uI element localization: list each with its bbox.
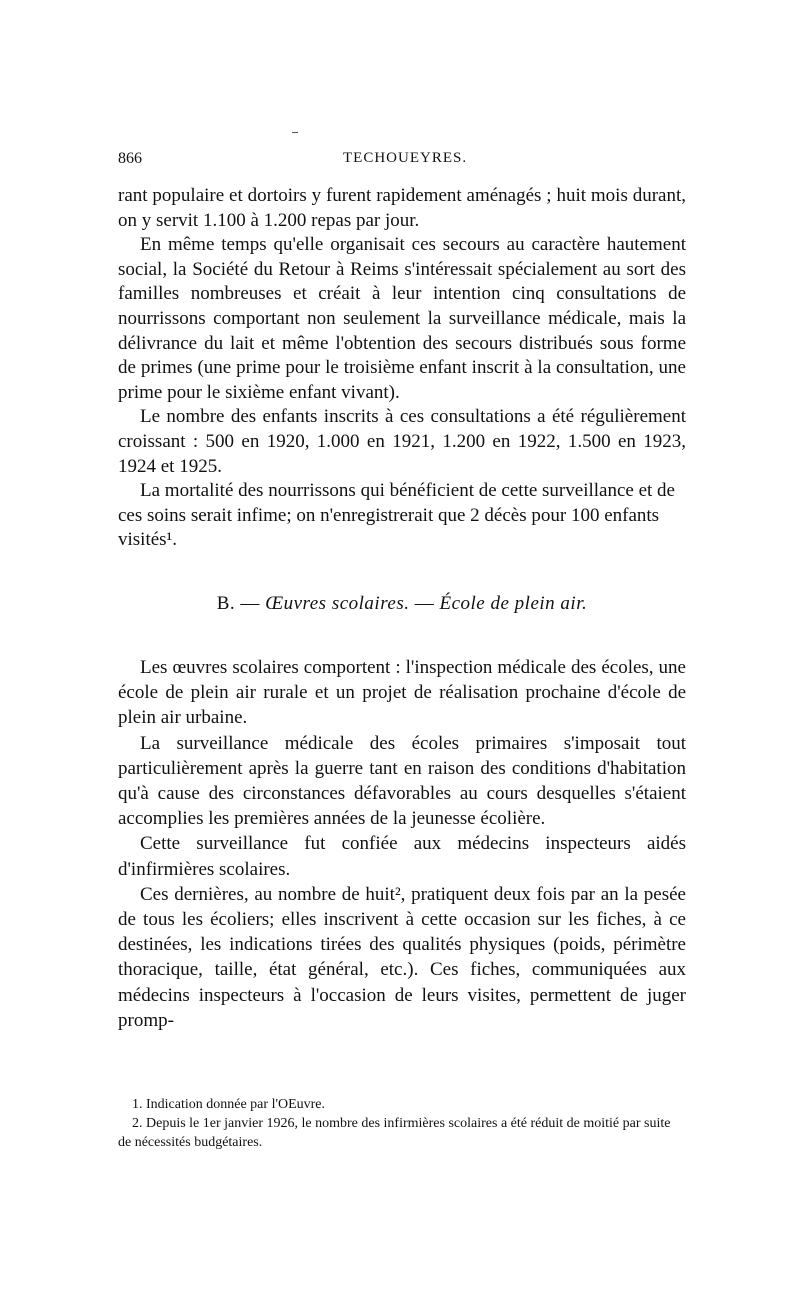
page-mark <box>292 132 298 133</box>
paragraph: En même temps qu'elle organisait ces secours au caractère hautement social, la Société du Retour à Reims s'intéressait spécialement au sort des familles nombreuses et créait à leur intention cinq consultations de nourrissons comportant non seulement la surveillance médicale, mais la délivrance du lait et même l'obtention des secours distribués sous forme de primes (une prime pour le troisième enfant inscrit à la consultation, une prime pour le sixième enfant vivant). <box>118 234 686 403</box>
paragraph: Le nombre des enfants inscrits à ces consultations a été régulièrement croissant : 500 en 1920, 1.000 en 1921, 1.200 en 1922, 1.500 en 1923, 1924 et 1925. <box>118 406 686 477</box>
footnote: 1. Indication donnée par l'OEuvre. <box>132 1097 326 1112</box>
paragraph: Les œuvres scolaires comportent : l'inspection médicale des écoles, une école de plein air rurale et un projet de réalisation prochaine d'école de plein air urbaine. <box>118 656 686 729</box>
section-oeuvres-scolaires <box>118 655 686 1033</box>
paragraph: La mortalité des nourrissons qui bénéficient de cette surveillance et de ces soins serait infime; on n'enregistrerait que 2 décès pour 100 enfants visités¹. <box>118 480 675 551</box>
heading-prefix: B. — <box>216 592 266 614</box>
footnotes <box>118 1095 686 1152</box>
page-number: 866 <box>118 150 142 167</box>
running-head: TECHOUEYRES. <box>343 150 468 166</box>
paragraph: Ces dernières, au nombre de huit², pratiquent deux fois par an la pesée de tous les écoliers; elles inscrivent à cette occasion sur les fiches, à ce destinées, les indications tirées des qualités physiques (poids, périmètre thoracique, taille, état général, etc.). Ces fiches, communiquées aux médecins inspecteurs à l'occasion de leurs visites, permettent de juger promp- <box>118 883 686 1031</box>
paragraph: rant populaire et dortoirs y furent rapidement aménagés ; huit mois durant, on y servit 1.100 à 1.200 repas par jour. <box>118 185 686 231</box>
footnote: 2. Depuis le 1er janvier 1926, le nombre des infirmières scolaires a été réduit de moitié par suite de nécessités budgétaires. <box>118 1116 671 1150</box>
paragraph: Cette surveillance fut confiée aux médecins inspecteurs aidés d'infirmières scolaires. <box>118 833 686 880</box>
paragraph: La surveillance médicale des écoles primaires s'imposait tout particulièrement après la guerre tant en raison des conditions d'habitation qu'à cause des circonstances défavorables au cours desquelles s'étaient accomplies les premières années de la jeunesse écolière. <box>118 732 686 830</box>
page-body <box>118 184 686 1033</box>
heading-title-oeuvres: Œuvres scolaires. <box>265 592 410 614</box>
heading-separator: — <box>409 592 440 614</box>
section-heading <box>118 593 686 615</box>
section-consultations <box>118 184 686 553</box>
page-header <box>118 150 686 174</box>
heading-title-ecole: École de plein air. <box>439 592 588 614</box>
